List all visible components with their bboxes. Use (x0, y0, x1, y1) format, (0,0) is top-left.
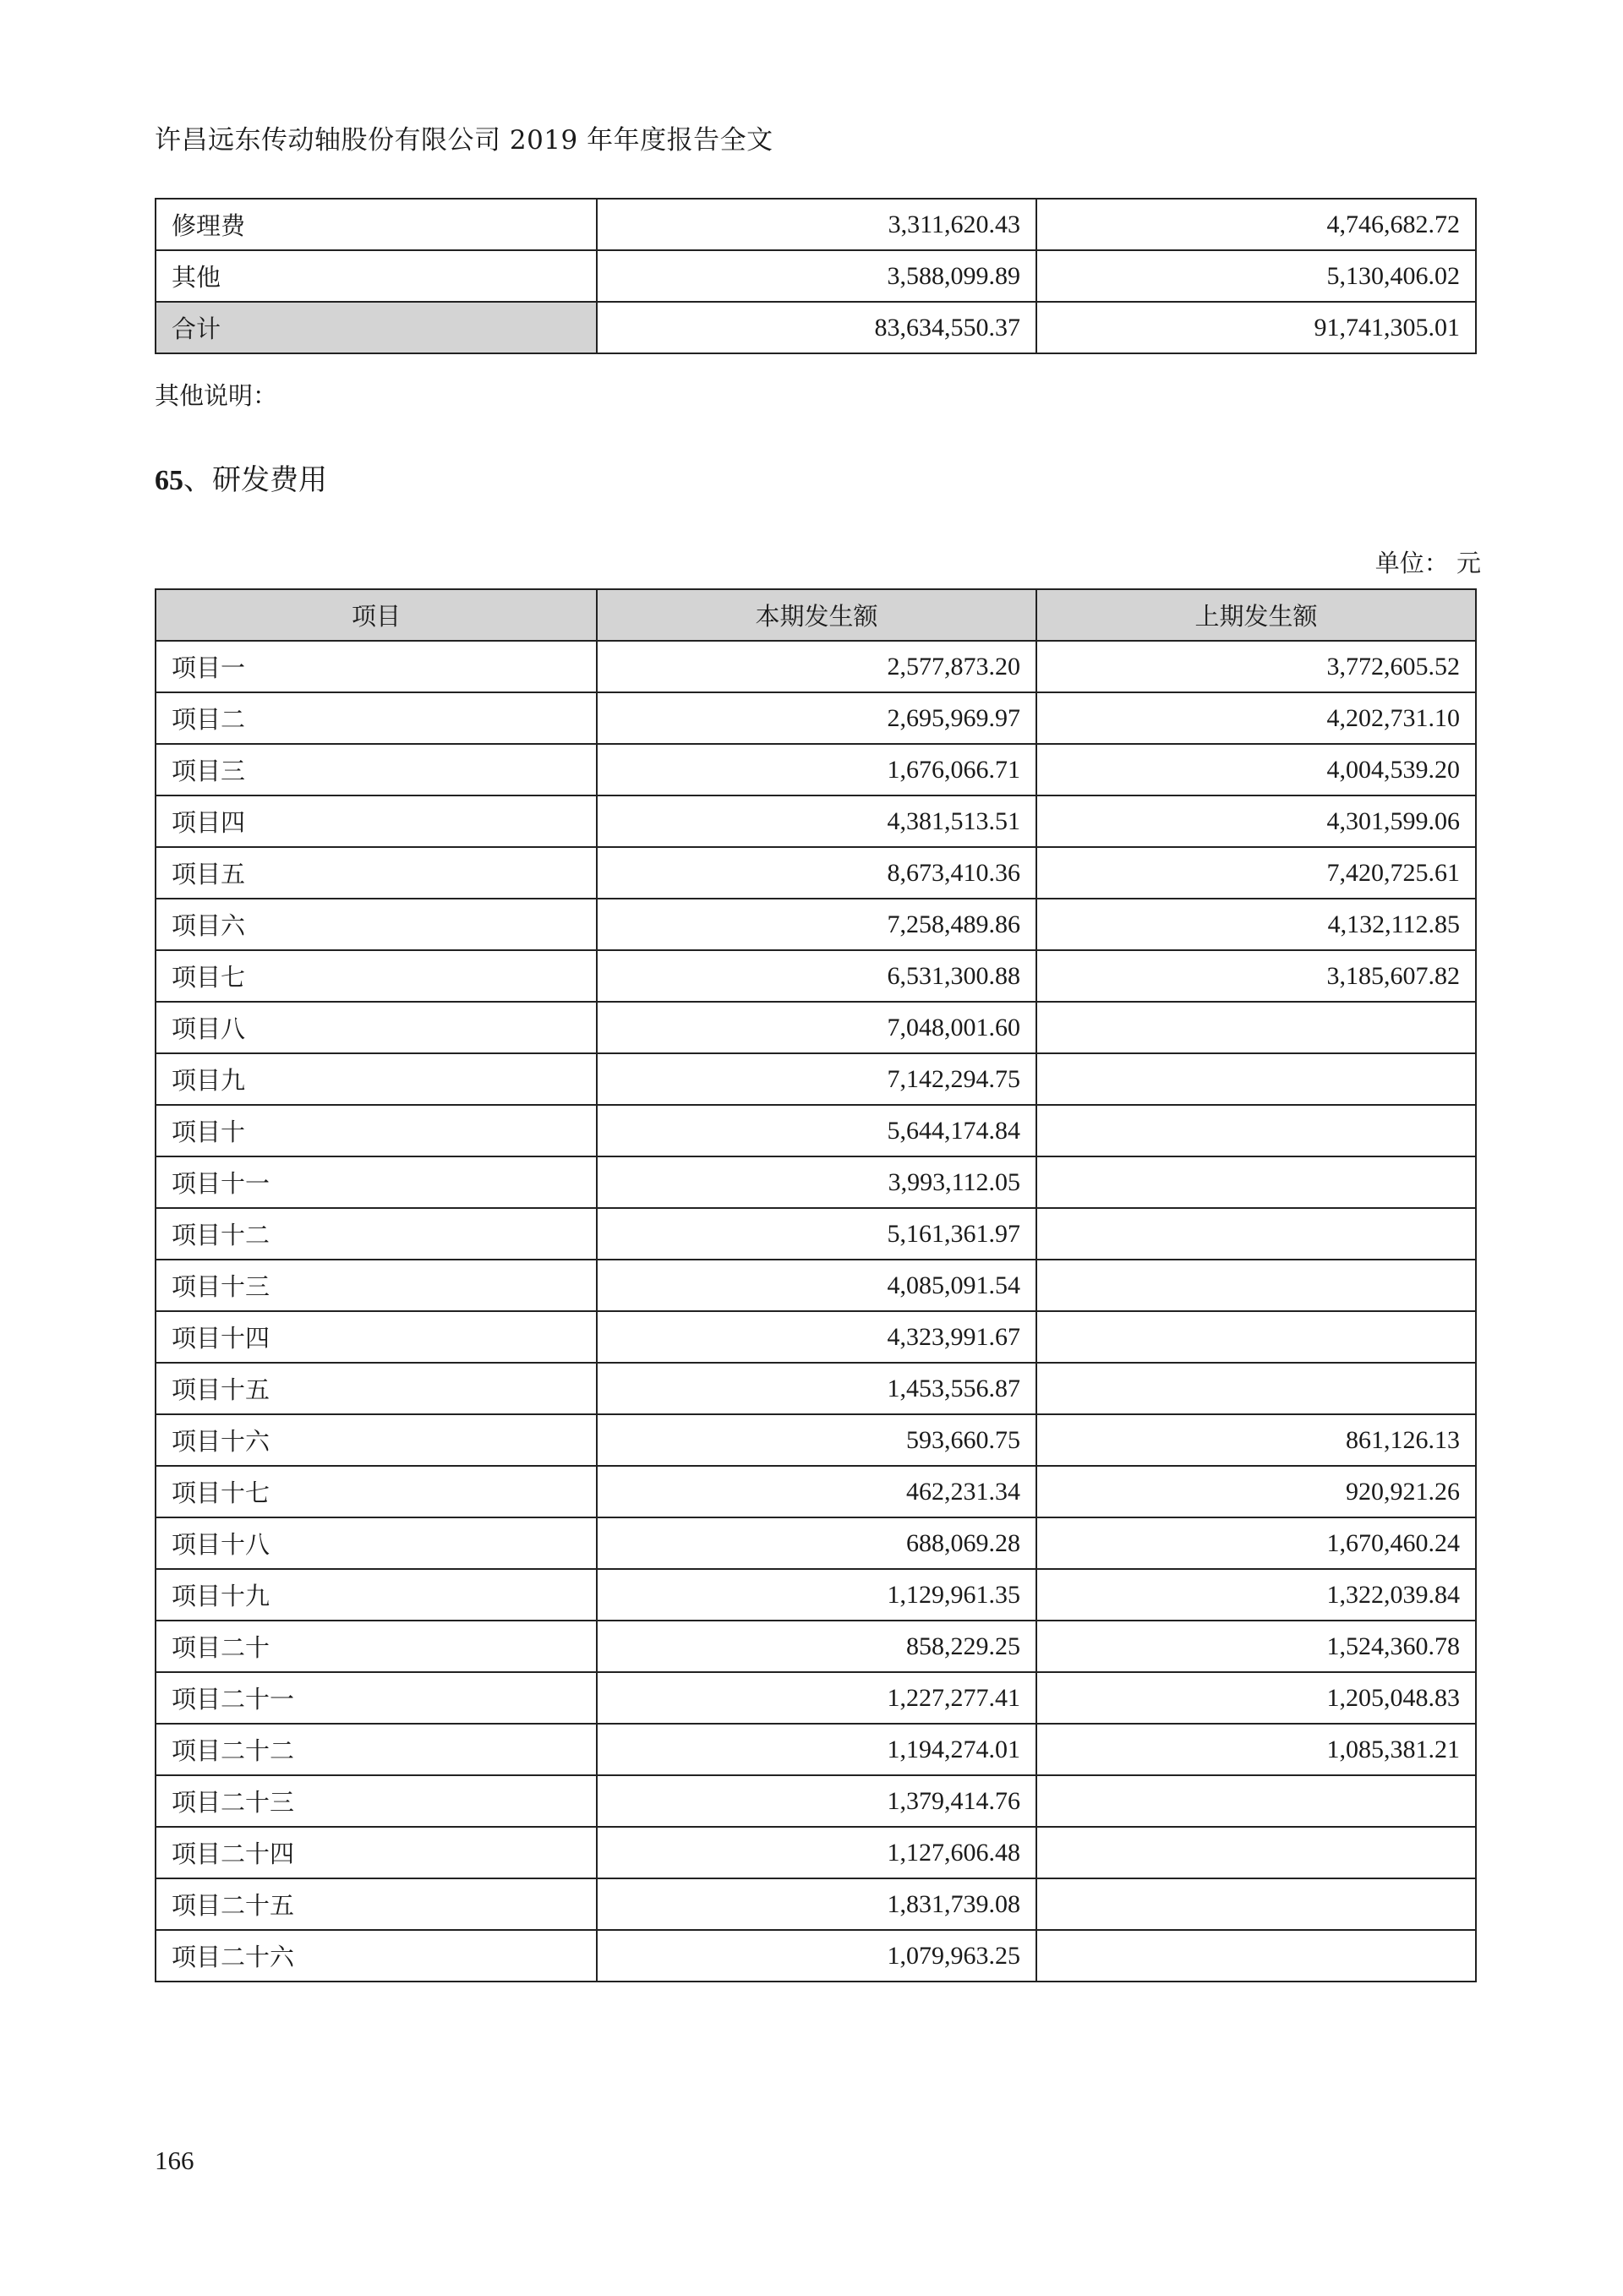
table-row (156, 1672, 1476, 1724)
project-name: 项目二十一 (156, 1672, 597, 1724)
current-period-amount: 2,695,969.97 (597, 692, 1036, 744)
prior-period-amount: 4,132,112.85 (1036, 899, 1476, 950)
table-row (156, 1260, 1476, 1311)
prior-period-amount (1036, 1260, 1476, 1311)
prior-period-amount: 1,670,460.24 (1036, 1517, 1476, 1569)
table-row (156, 1363, 1476, 1414)
project-name: 项目十四 (156, 1311, 597, 1363)
prior-period-amount (1036, 1053, 1476, 1105)
current-period-amount: 7,048,001.60 (597, 1002, 1036, 1053)
prior-period-amount (1036, 1156, 1476, 1208)
prior-period-amount: 3,772,605.52 (1036, 641, 1476, 692)
table-row (156, 641, 1476, 692)
prior-period-amount (1036, 1930, 1476, 1982)
table-row (156, 1517, 1476, 1569)
project-name: 项目六 (156, 899, 597, 950)
current-period-amount: 688,069.28 (597, 1517, 1036, 1569)
table-row (156, 1156, 1476, 1208)
current-period-amount: 4,085,091.54 (597, 1260, 1036, 1311)
table-row (156, 199, 1476, 250)
current-period-amount: 3,311,620.43 (597, 199, 1036, 250)
table-row (156, 795, 1476, 847)
table-row (156, 899, 1476, 950)
current-period-amount: 5,161,361.97 (597, 1208, 1036, 1260)
project-name: 项目十六 (156, 1414, 597, 1466)
table-row (156, 1621, 1476, 1672)
project-name: 项目十五 (156, 1363, 597, 1414)
table-row (156, 1827, 1476, 1878)
project-name: 项目十七 (156, 1466, 597, 1517)
current-period-total: 83,634,550.37 (597, 302, 1036, 353)
current-period-amount: 4,323,991.67 (597, 1311, 1036, 1363)
current-period-amount: 3,993,112.05 (597, 1156, 1036, 1208)
rd-table-body (156, 641, 1476, 1982)
current-period-amount: 1,453,556.87 (597, 1363, 1036, 1414)
section-number: 65 (155, 465, 183, 496)
prior-period-total: 91,741,305.01 (1036, 302, 1476, 353)
section-heading (155, 456, 327, 498)
prior-period-amount (1036, 1208, 1476, 1260)
table-row (156, 744, 1476, 795)
table-row (156, 250, 1476, 302)
project-name: 项目七 (156, 950, 597, 1002)
project-name: 项目二十四 (156, 1827, 597, 1878)
prior-period-amount: 861,126.13 (1036, 1414, 1476, 1466)
table-row (156, 1414, 1476, 1466)
current-period-amount: 1,227,277.41 (597, 1672, 1036, 1724)
prior-period-amount (1036, 1311, 1476, 1363)
row-label: 其他 (156, 250, 597, 302)
current-period-amount: 6,531,300.88 (597, 950, 1036, 1002)
prior-period-amount: 920,921.26 (1036, 1466, 1476, 1517)
expense-table-continued (155, 198, 1477, 354)
current-period-amount: 1,079,963.25 (597, 1930, 1036, 1982)
prior-period-amount (1036, 1775, 1476, 1827)
table-row (156, 1311, 1476, 1363)
current-period-amount: 462,231.34 (597, 1466, 1036, 1517)
prior-period-amount (1036, 1105, 1476, 1156)
current-period-amount: 593,660.75 (597, 1414, 1036, 1466)
project-name: 项目九 (156, 1053, 597, 1105)
project-name: 项目十九 (156, 1569, 597, 1621)
project-name: 项目三 (156, 744, 597, 795)
project-name: 项目十八 (156, 1517, 597, 1569)
page-number: 166 (155, 2146, 194, 2175)
prior-period-amount (1036, 1363, 1476, 1414)
current-period-amount: 1,129,961.35 (597, 1569, 1036, 1621)
section-title: 、研发费用 (183, 463, 327, 497)
project-name: 项目二十六 (156, 1930, 597, 1982)
current-period-amount: 7,258,489.86 (597, 899, 1036, 950)
unit-label: 单位： 元 (1374, 549, 1481, 577)
total-label: 合计 (156, 302, 597, 353)
total-row (156, 302, 1476, 353)
row-label: 修理费 (156, 199, 597, 250)
table-row (156, 1930, 1476, 1982)
table-row (156, 950, 1476, 1002)
current-period-amount: 4,381,513.51 (597, 795, 1036, 847)
table-row (156, 1105, 1476, 1156)
project-name: 项目十二 (156, 1208, 597, 1260)
table-row (156, 1775, 1476, 1827)
table-row (156, 1053, 1476, 1105)
current-period-amount: 1,379,414.76 (597, 1775, 1036, 1827)
current-period-amount: 7,142,294.75 (597, 1053, 1036, 1105)
project-name: 项目二十 (156, 1621, 597, 1672)
prior-period-amount: 4,746,682.72 (1036, 199, 1476, 250)
project-name: 项目十一 (156, 1156, 597, 1208)
prior-period-amount: 4,202,731.10 (1036, 692, 1476, 744)
prior-period-amount: 1,085,381.21 (1036, 1724, 1476, 1775)
project-name: 项目一 (156, 641, 597, 692)
table-header-row (156, 589, 1476, 641)
current-period-amount: 1,127,606.48 (597, 1827, 1036, 1878)
current-period-amount: 5,644,174.84 (597, 1105, 1036, 1156)
project-name: 项目四 (156, 795, 597, 847)
prior-period-amount: 4,301,599.06 (1036, 795, 1476, 847)
prior-period-amount: 4,004,539.20 (1036, 744, 1476, 795)
prior-period-amount: 7,420,725.61 (1036, 847, 1476, 899)
current-period-amount: 1,194,274.01 (597, 1724, 1036, 1775)
project-name: 项目二 (156, 692, 597, 744)
current-period-amount: 2,577,873.20 (597, 641, 1036, 692)
rd-expense-table (155, 588, 1477, 1982)
prior-period-amount (1036, 1002, 1476, 1053)
table-row (156, 1002, 1476, 1053)
prior-period-amount: 1,322,039.84 (1036, 1569, 1476, 1621)
project-name: 项目二十三 (156, 1775, 597, 1827)
current-period-amount: 8,673,410.36 (597, 847, 1036, 899)
project-name: 项目五 (156, 847, 597, 899)
table-row (156, 1208, 1476, 1260)
table-row (156, 1724, 1476, 1775)
other-notes: 其他说明： (155, 381, 278, 410)
column-header-item: 项目 (156, 589, 597, 641)
project-name: 项目二十五 (156, 1878, 597, 1930)
prior-period-amount: 3,185,607.82 (1036, 950, 1476, 1002)
prior-period-amount (1036, 1827, 1476, 1878)
prior-period-amount: 5,130,406.02 (1036, 250, 1476, 302)
project-name: 项目十三 (156, 1260, 597, 1311)
prior-period-amount: 1,205,048.83 (1036, 1672, 1476, 1724)
project-name: 项目八 (156, 1002, 597, 1053)
page-header: 许昌远东传动轴股份有限公司 2019 年年度报告全文 (155, 125, 773, 156)
current-period-amount: 1,831,739.08 (597, 1878, 1036, 1930)
table-row (156, 1569, 1476, 1621)
project-name: 项目二十二 (156, 1724, 597, 1775)
prior-period-amount (1036, 1878, 1476, 1930)
table-row (156, 692, 1476, 744)
current-period-amount: 3,588,099.89 (597, 250, 1036, 302)
column-header-current: 本期发生额 (597, 589, 1036, 641)
current-period-amount: 1,676,066.71 (597, 744, 1036, 795)
project-name: 项目十 (156, 1105, 597, 1156)
current-period-amount: 858,229.25 (597, 1621, 1036, 1672)
table-row (156, 1466, 1476, 1517)
prior-period-amount: 1,524,360.78 (1036, 1621, 1476, 1672)
table-row (156, 1878, 1476, 1930)
table-row (156, 847, 1476, 899)
column-header-prior: 上期发生额 (1036, 589, 1476, 641)
